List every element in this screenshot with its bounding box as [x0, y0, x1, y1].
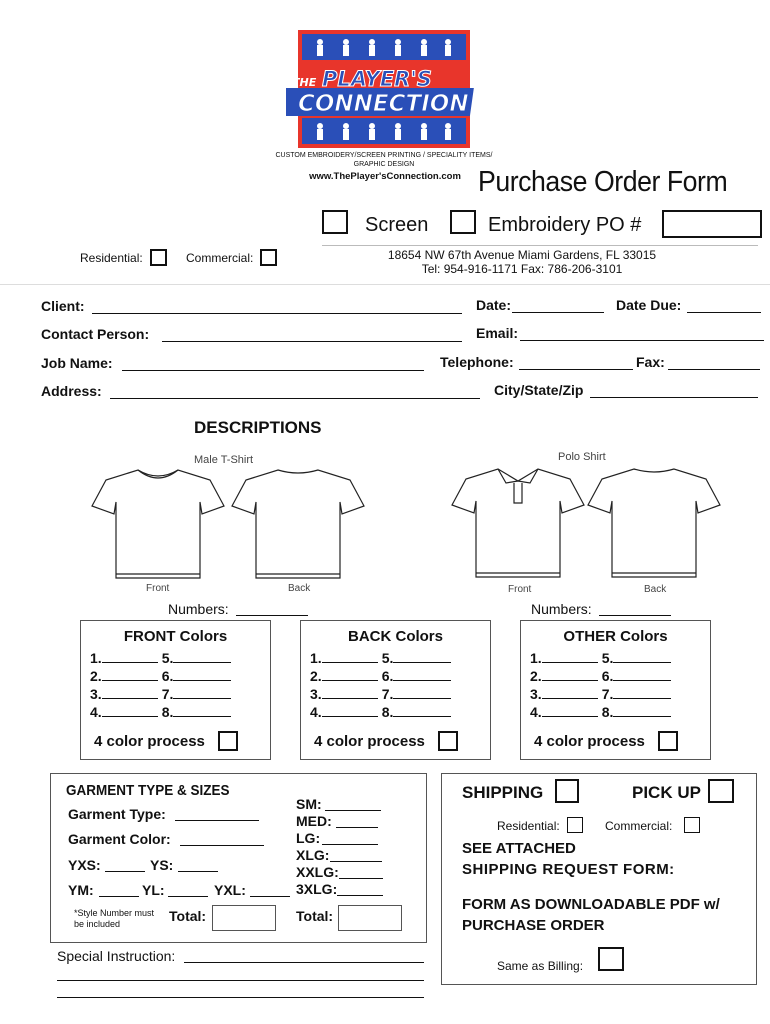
back-color-row-3[interactable]: 3. 7. — [310, 686, 451, 702]
ym-label: YM: — [68, 882, 94, 898]
email-label: Email: — [476, 325, 519, 341]
front-color-row-4[interactable]: 4. 8. — [90, 704, 231, 720]
sm-label: SM: — [296, 796, 322, 812]
front-4-color-process-label: 4 color process — [94, 733, 205, 750]
screen-checkbox[interactable] — [322, 210, 348, 234]
numbers-input-right[interactable] — [599, 615, 671, 616]
embroidery-checkbox[interactable] — [450, 210, 476, 234]
numbers-label-right: Numbers: — [531, 601, 592, 617]
residential-checkbox[interactable] — [150, 249, 167, 266]
tshirt-front-drawing — [88, 466, 228, 584]
total-input-left[interactable] — [212, 905, 276, 931]
total-input-right[interactable] — [338, 905, 402, 931]
tagline — [270, 151, 498, 169]
header-divider — [322, 245, 758, 246]
back-color-row-1[interactable]: 1. 5. — [310, 650, 451, 666]
special-instruction-line-2[interactable] — [57, 980, 424, 981]
polo-shirt-title: Polo Shirt — [558, 451, 606, 463]
front-4-color-process-checkbox[interactable] — [218, 731, 238, 751]
ship-residential-label: Residential: — [497, 819, 560, 833]
po-number-field[interactable] — [662, 210, 762, 238]
front-colors-title: FRONT Colors — [123, 628, 228, 645]
shipping-label: SHIPPING — [462, 783, 544, 802]
garment-color-label: Garment Color: — [68, 831, 171, 847]
city-state-zip-label: City/State/Zip — [494, 382, 584, 398]
polo-back-drawing — [584, 463, 724, 583]
client-input[interactable] — [92, 313, 462, 314]
pickup-label: PICK UP — [632, 783, 701, 802]
descriptions-heading: DESCRIPTIONS — [194, 418, 322, 437]
lg-label: LG: — [296, 830, 321, 846]
tshirt-back-drawing — [228, 466, 368, 584]
company-address — [322, 248, 722, 276]
other-color-row-4[interactable]: 4. 8. — [530, 704, 671, 720]
yxl-label: YXL: — [214, 882, 246, 898]
other-color-row-1[interactable]: 1. 5. — [530, 650, 671, 666]
shipping-checkbox[interactable] — [555, 779, 579, 803]
download-line2: PURCHASE ORDER — [462, 917, 605, 934]
med-label: MED: — [296, 813, 332, 829]
special-instruction-line-3[interactable] — [57, 997, 424, 998]
residential-label: Residential: — [80, 251, 143, 265]
screen-label: Screen — [365, 214, 429, 236]
fax-input[interactable] — [668, 369, 760, 370]
ship-residential-checkbox[interactable] — [567, 817, 583, 833]
date-due-input[interactable] — [687, 312, 761, 313]
back-colors-title: BACK Colors — [347, 628, 443, 645]
same-as-billing-label: Same as Billing: — [497, 959, 584, 973]
tshirt-back-label: Back — [288, 583, 311, 594]
ship-commercial-checkbox[interactable] — [684, 817, 700, 833]
pickup-checkbox[interactable] — [708, 779, 734, 803]
yl-input[interactable] — [168, 896, 208, 897]
same-as-billing-checkbox[interactable] — [598, 947, 624, 971]
back-4-color-process-label: 4 color process — [314, 733, 425, 750]
garment-type-input[interactable] — [175, 820, 259, 821]
commercial-checkbox[interactable] — [260, 249, 277, 266]
polo-back-label: Back — [644, 584, 667, 595]
back-4-color-process-checkbox[interactable] — [438, 731, 458, 751]
numbers-input-left[interactable] — [236, 615, 308, 616]
other-color-row-3[interactable]: 3. 7. — [530, 686, 671, 702]
logo-the: THE — [292, 76, 317, 89]
xxlg-label: XXLG: — [296, 864, 339, 880]
ship-commercial-label: Commercial: — [605, 819, 673, 833]
xlg-input[interactable] — [330, 861, 382, 862]
other-4-color-process-checkbox[interactable] — [658, 731, 678, 751]
contact-person-input[interactable] — [162, 341, 462, 342]
polo-front-label: Front — [508, 584, 532, 595]
garment-color-input[interactable] — [180, 845, 264, 846]
front-color-row-3[interactable]: 3. 7. — [90, 686, 231, 702]
address-input[interactable] — [110, 398, 480, 399]
telephone-input[interactable] — [519, 369, 633, 370]
contact-person-label: Contact Person: — [41, 326, 150, 342]
client-label: Client: — [41, 298, 85, 314]
commercial-label: Commercial: — [186, 251, 254, 265]
3xlg-label: 3XLG: — [296, 881, 338, 897]
front-color-row-2[interactable]: 2. 6. — [90, 668, 231, 684]
city-state-zip-input[interactable] — [590, 397, 758, 398]
date-input[interactable] — [512, 312, 604, 313]
other-colors-title: OTHER Colors — [563, 628, 668, 645]
other-4-color-process-label: 4 color process — [534, 733, 645, 750]
front-color-row-1[interactable]: 1. 5. — [90, 650, 231, 666]
special-instruction-line-1[interactable] — [184, 962, 424, 963]
ys-label: YS: — [150, 857, 174, 873]
logo-players: PLAYER'S — [322, 67, 432, 91]
embroidery-label: Embroidery PO # — [488, 214, 642, 236]
top-divider — [0, 284, 770, 285]
yxs-label: YXS: — [68, 857, 101, 873]
xxlg-input[interactable] — [339, 878, 383, 879]
lg-input[interactable] — [322, 844, 378, 845]
yxl-input[interactable] — [250, 896, 290, 897]
ys-input[interactable] — [178, 871, 218, 872]
date-due-label: Date Due: — [616, 297, 682, 313]
yl-label: YL: — [142, 882, 165, 898]
style-number-note: *Style Number must be included — [74, 908, 155, 929]
med-input[interactable] — [336, 827, 378, 828]
company-logo — [286, 30, 482, 148]
garment-heading: GARMENT TYPE & SIZES — [66, 782, 230, 799]
other-color-row-2[interactable]: 2. 6. — [530, 668, 671, 684]
total-label-right: Total: — [296, 908, 334, 924]
website: www.ThePlayer'sConnection.com — [309, 171, 461, 182]
back-color-row-4[interactable]: 4. 8. — [310, 704, 451, 720]
telephone-label: Telephone: — [440, 354, 514, 370]
tagline-line1: CUSTOM EMBROIDERY/SCREEN PRINTING / SPECIALITY ITEMS/ — [275, 152, 493, 159]
polo-front-drawing — [448, 463, 588, 583]
tagline-line2: GRAPHIC DESIGN — [353, 161, 415, 168]
yxs-input[interactable] — [105, 871, 145, 872]
email-input[interactable] — [520, 340, 764, 341]
special-instruction-label: Special Instruction: — [57, 948, 176, 964]
address-label: Address: — [41, 383, 102, 399]
male-tshirt-title: Male T-Shirt — [194, 454, 254, 466]
logo-connection: CONNECTION — [298, 91, 469, 117]
job-name-label: Job Name: — [41, 355, 113, 371]
address-line1: 18654 NW 67th Avenue Miami Gardens, FL 33015 — [387, 248, 657, 262]
date-label: Date: — [476, 297, 512, 313]
sm-input[interactable] — [325, 810, 381, 811]
garment-type-label: Garment Type: — [68, 806, 166, 822]
see-attached-line1: SEE ATTACHED — [462, 840, 576, 857]
3xlg-input[interactable] — [337, 895, 383, 896]
address-phone: Tel: 954-916-1171 Fax: 786-206-3101 — [421, 262, 623, 276]
total-label-left: Total: — [169, 908, 207, 924]
download-line1: FORM AS DOWNLOADABLE PDF w/ — [462, 896, 720, 913]
see-attached-line2: SHIPPING REQUEST FORM: — [462, 861, 675, 878]
job-name-input[interactable] — [122, 370, 424, 371]
ym-input[interactable] — [99, 896, 139, 897]
numbers-label-left: Numbers: — [168, 601, 229, 617]
tshirt-front-label: Front — [146, 583, 170, 594]
back-color-row-2[interactable]: 2. 6. — [310, 668, 451, 684]
page-title: Purchase Order Form — [478, 166, 728, 198]
fax-label: Fax: — [636, 354, 665, 370]
xlg-label: XLG: — [296, 847, 330, 863]
